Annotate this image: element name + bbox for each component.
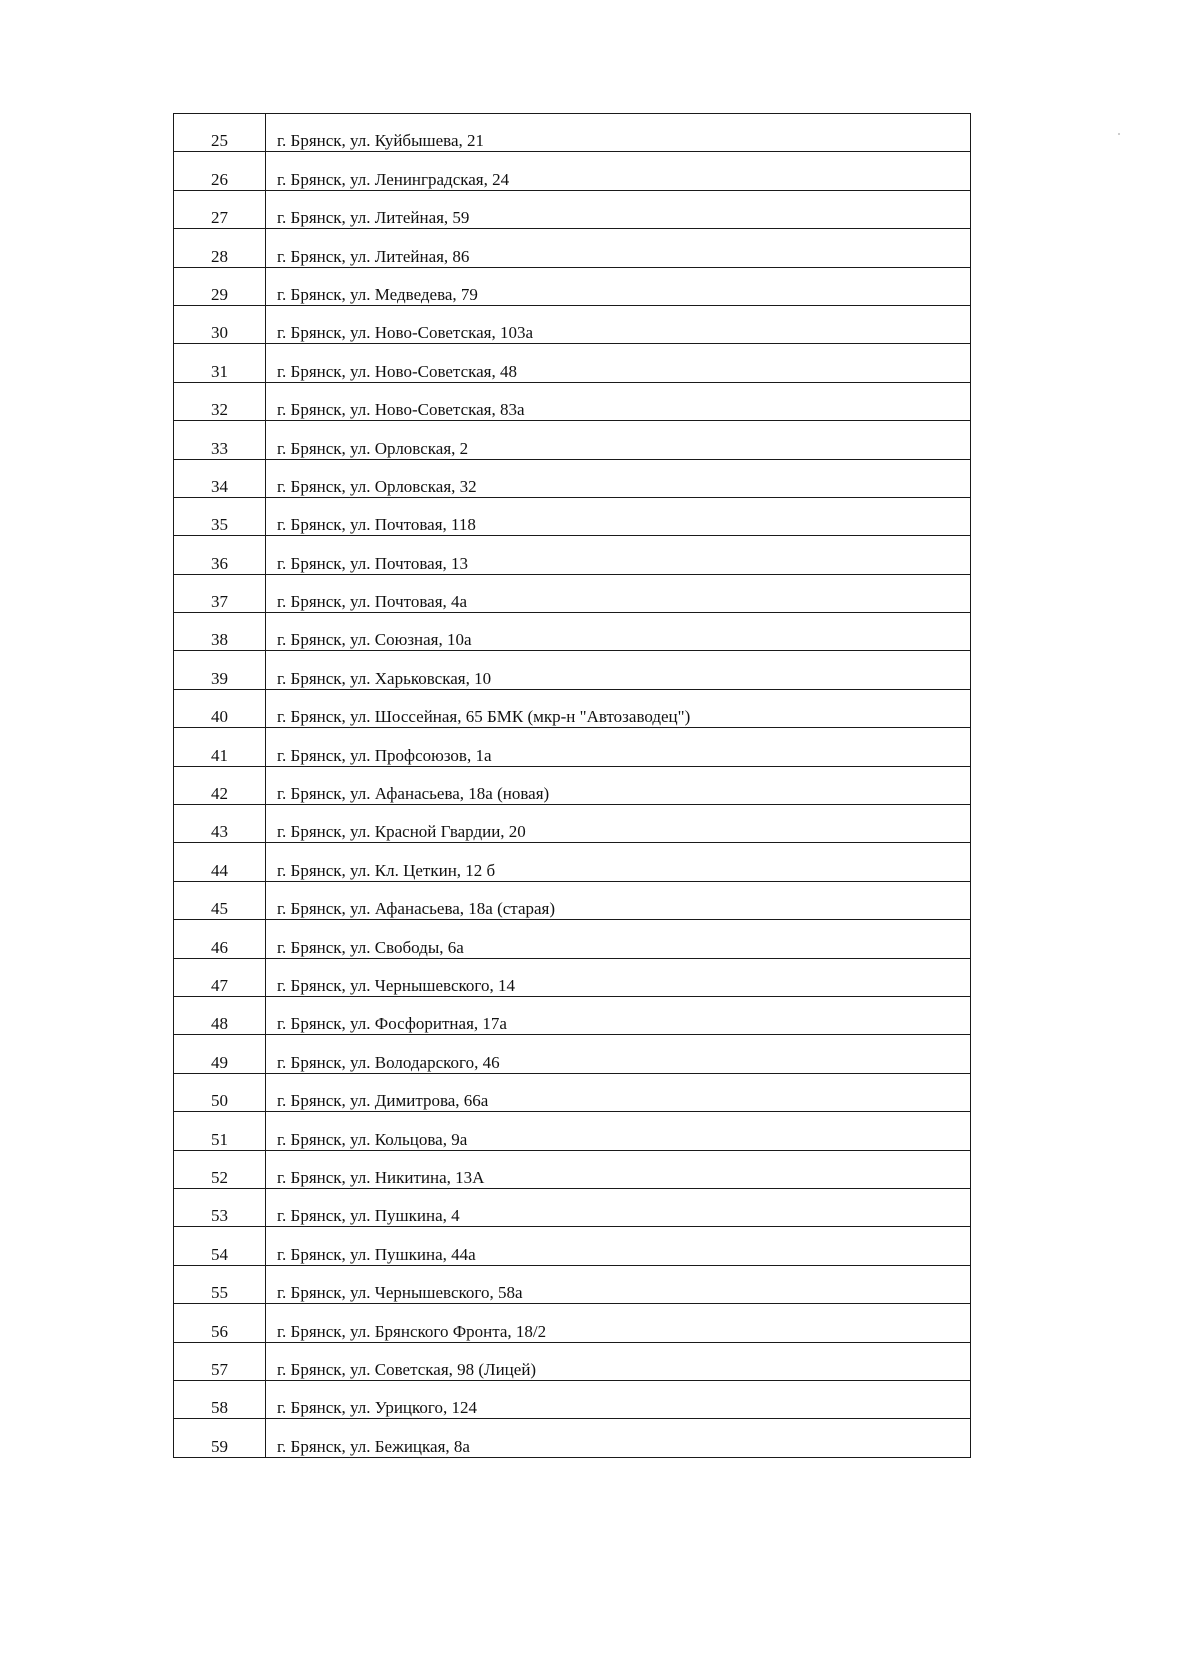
row-number-cell: 56 — [174, 1304, 266, 1342]
address-cell: г. Брянск, ул. Володарского, 46 — [266, 1035, 971, 1073]
address-cell: г. Брянск, ул. Советская, 98 (Лицей) — [266, 1342, 971, 1380]
row-number-cell: 55 — [174, 1265, 266, 1303]
table-row — [174, 958, 971, 996]
address-cell: г. Брянск, ул. Союзная, 10а — [266, 613, 971, 651]
row-number-cell: 27 — [174, 190, 266, 228]
row-number-cell: 25 — [174, 114, 266, 152]
row-number-cell: 50 — [174, 1073, 266, 1111]
table-row — [174, 114, 971, 152]
table-row — [174, 382, 971, 420]
table-row — [174, 459, 971, 497]
row-number-cell: 53 — [174, 1188, 266, 1226]
row-number-cell: 40 — [174, 689, 266, 727]
address-cell: г. Брянск, ул. Почтовая, 13 — [266, 536, 971, 574]
address-cell: г. Брянск, ул. Профсоюзов, 1а — [266, 728, 971, 766]
scan-speck — [1118, 133, 1120, 135]
row-number-cell: 48 — [174, 996, 266, 1034]
address-cell: г. Брянск, ул. Свободы, 6а — [266, 920, 971, 958]
table-row — [174, 766, 971, 804]
table-row — [174, 1227, 971, 1265]
row-number-cell: 34 — [174, 459, 266, 497]
table-row — [174, 1304, 971, 1342]
table-row — [174, 497, 971, 535]
address-cell: г. Брянск, ул. Пушкина, 44а — [266, 1227, 971, 1265]
row-number-cell: 36 — [174, 536, 266, 574]
row-number-cell: 45 — [174, 881, 266, 919]
table-row — [174, 1419, 971, 1457]
row-number-cell: 57 — [174, 1342, 266, 1380]
row-number-cell: 29 — [174, 267, 266, 305]
table-row — [174, 920, 971, 958]
row-number-cell: 58 — [174, 1380, 266, 1418]
address-cell: г. Брянск, ул. Кл. Цеткин, 12 б — [266, 843, 971, 881]
table-row — [174, 728, 971, 766]
address-cell: г. Брянск, ул. Димитрова, 66а — [266, 1073, 971, 1111]
row-number-cell: 51 — [174, 1112, 266, 1150]
row-number-cell: 54 — [174, 1227, 266, 1265]
address-cell: г. Брянск, ул. Афанасьева, 18а (старая) — [266, 881, 971, 919]
row-number-cell: 26 — [174, 152, 266, 190]
address-cell: г. Брянск, ул. Литейная, 59 — [266, 190, 971, 228]
address-cell: г. Брянск, ул. Ново-Советская, 83а — [266, 382, 971, 420]
row-number-cell: 35 — [174, 497, 266, 535]
table-row — [174, 190, 971, 228]
address-cell: г. Брянск, ул. Орловская, 32 — [266, 459, 971, 497]
row-number-cell: 33 — [174, 421, 266, 459]
address-cell: г. Брянск, ул. Почтовая, 4а — [266, 574, 971, 612]
row-number-cell: 43 — [174, 805, 266, 843]
table-row — [174, 843, 971, 881]
address-cell: г. Брянск, ул. Литейная, 86 — [266, 229, 971, 267]
row-number-cell: 41 — [174, 728, 266, 766]
table-row — [174, 881, 971, 919]
row-number-cell: 30 — [174, 305, 266, 343]
address-cell: г. Брянск, ул. Фосфоритная, 17а — [266, 996, 971, 1034]
table-row — [174, 1112, 971, 1150]
address-cell: г. Брянск, ул. Ленинградская, 24 — [266, 152, 971, 190]
row-number-cell: 47 — [174, 958, 266, 996]
address-cell: г. Брянск, ул. Чернышевского, 58а — [266, 1265, 971, 1303]
address-cell: г. Брянск, ул. Кольцова, 9а — [266, 1112, 971, 1150]
table-row — [174, 805, 971, 843]
address-cell: г. Брянск, ул. Никитина, 13А — [266, 1150, 971, 1188]
table-row — [174, 651, 971, 689]
row-number-cell: 37 — [174, 574, 266, 612]
table-row — [174, 1035, 971, 1073]
table-row — [174, 1380, 971, 1418]
address-cell: г. Брянск, ул. Харьковская, 10 — [266, 651, 971, 689]
address-cell: г. Брянск, ул. Орловская, 2 — [266, 421, 971, 459]
address-cell: г. Брянск, ул. Ново-Советская, 48 — [266, 344, 971, 382]
table-row — [174, 1150, 971, 1188]
row-number-cell: 31 — [174, 344, 266, 382]
row-number-cell: 38 — [174, 613, 266, 651]
address-cell: г. Брянск, ул. Медведева, 79 — [266, 267, 971, 305]
table-row — [174, 305, 971, 343]
address-cell: г. Брянск, ул. Афанасьева, 18а (новая) — [266, 766, 971, 804]
table-row — [174, 1188, 971, 1226]
table-row — [174, 344, 971, 382]
address-cell: г. Брянск, ул. Куйбышева, 21 — [266, 114, 971, 152]
table-row — [174, 421, 971, 459]
table-row — [174, 574, 971, 612]
row-number-cell: 44 — [174, 843, 266, 881]
address-cell: г. Брянск, ул. Брянского Фронта, 18/2 — [266, 1304, 971, 1342]
address-cell: г. Брянск, ул. Ново-Советская, 103а — [266, 305, 971, 343]
row-number-cell: 46 — [174, 920, 266, 958]
row-number-cell: 32 — [174, 382, 266, 420]
row-number-cell: 42 — [174, 766, 266, 804]
table-row — [174, 536, 971, 574]
address-cell: г. Брянск, ул. Почтовая, 118 — [266, 497, 971, 535]
table-row — [174, 1342, 971, 1380]
address-cell: г. Брянск, ул. Пушкина, 4 — [266, 1188, 971, 1226]
address-cell: г. Брянск, ул. Чернышевского, 14 — [266, 958, 971, 996]
table-row — [174, 996, 971, 1034]
table-row — [174, 267, 971, 305]
table-row — [174, 1073, 971, 1111]
row-number-cell: 52 — [174, 1150, 266, 1188]
row-number-cell: 59 — [174, 1419, 266, 1457]
address-table — [173, 113, 971, 1458]
address-table-body — [174, 114, 971, 1458]
row-number-cell: 49 — [174, 1035, 266, 1073]
address-cell: г. Брянск, ул. Красной Гвардии, 20 — [266, 805, 971, 843]
table-row — [174, 1265, 971, 1303]
table-row — [174, 613, 971, 651]
row-number-cell: 28 — [174, 229, 266, 267]
table-row — [174, 152, 971, 190]
address-cell: г. Брянск, ул. Шоссейная, 65 БМК (мкр-н "Автозаводец") — [266, 689, 971, 727]
row-number-cell: 39 — [174, 651, 266, 689]
address-cell: г. Брянск, ул. Урицкого, 124 — [266, 1380, 971, 1418]
table-row — [174, 229, 971, 267]
address-cell: г. Брянск, ул. Бежицкая, 8а — [266, 1419, 971, 1457]
table-row — [174, 689, 971, 727]
